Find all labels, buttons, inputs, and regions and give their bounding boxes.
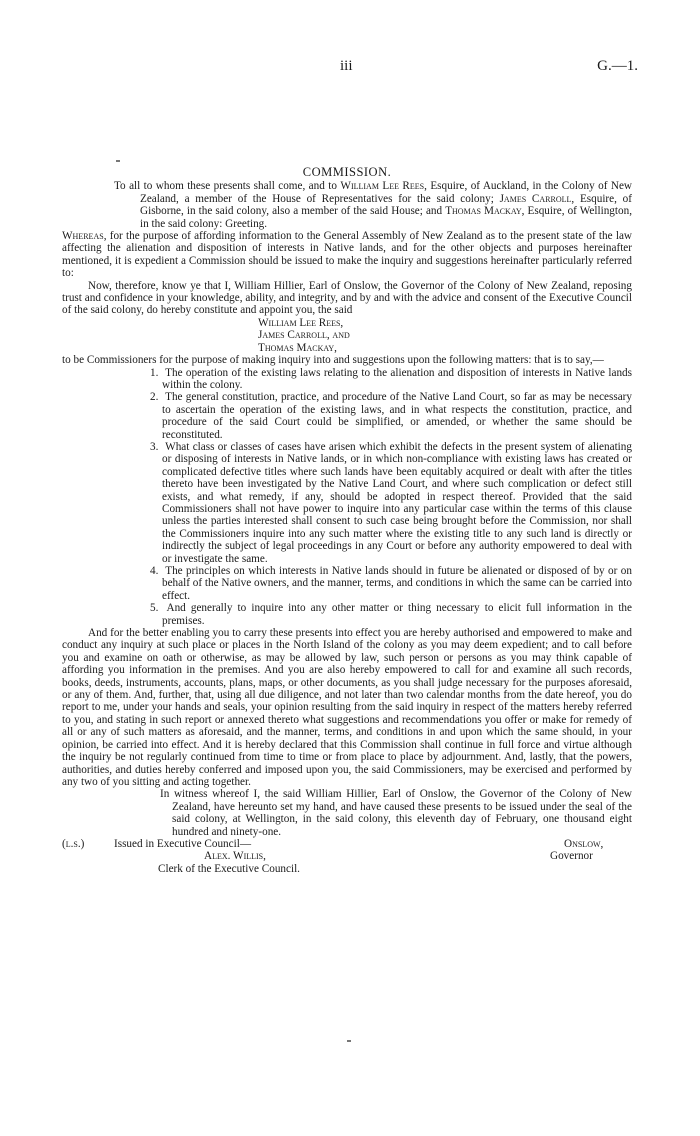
page-header [0, 58, 700, 78]
witness-paragraph: In witness whereof I, the said William Hillier, Earl of Onslow, the Governor of the Colony of New Zealand, have hereunto set my hand, and have caused these presents to be issued under the seal of the said colony, at Wellington, in the said colony, this eleventh day of February, one thousand eight hundred and ninety-one. [160, 788, 632, 838]
commissioner-name: Thomas Mackay [445, 205, 522, 218]
whereas-paragraph: Whereas, for the purpose of affording information to the General Assembly of New Zealand as to the present state of the law affecting the alienation and disposition of interests in Native lands, and for the other objects and purposes hereinafter mentioned, it is expedient a Commission should be issued to make the inquiry and suggestions hereinafter particularly referred to: [62, 230, 632, 280]
address-paragraph: To all to whom these presents shall come, and to William Lee Rees, Esquire, of Auckland, in the Colony of New Zealand, a member of the House of Representatives for the said colony; James Carroll, Esquire, of Gisborne, in the said colony, also a member of the said House; and Thomas Mackay, Esquire, of Wellington, in the said colony: Greeting. [114, 180, 632, 230]
commissioner-name: William Lee Rees, [258, 316, 344, 329]
commissioner-name: James Carroll [499, 192, 572, 205]
list-item: 4. The principles on which interests in Native lands should in future be alienated or disposed of by or on behalf of the Native owners, and the manner, terms, and conditions in which the same can be carried into effect. [150, 565, 632, 602]
to-be-paragraph: to be Commissioners for the purpose of making inquiry into and suggestions upon the following matters: that is to say,— [62, 354, 604, 367]
clerk-signature: Alex. Willis, [204, 850, 266, 863]
commissioner-name: James Carroll, and [258, 329, 350, 342]
now-therefore-paragraph: Now, therefore, know ye that I, William Hillier, Earl of Onslow, the Governor of the Colony of New Zealand, reposing trust and confidence in your knowledge, ability, and integrity, and by and with the advice and consent of the Executive Council of the said colony, do hereby constitute and appoint you, the said [62, 279, 632, 317]
list-item: 1. The operation of the existing laws relating to the alienation and disposition of interests in Native lands within the colony. [150, 366, 632, 391]
commissioner-name: Thomas Mackay, [258, 341, 337, 354]
seal-mark: (l.s.) [62, 838, 85, 851]
commission-body [62, 166, 632, 875]
signature-row [62, 838, 632, 850]
and-for-paragraph: And for the better enabling you to carry these presents into effect you are hereby authorised and empowered to make and conduct any inquiry at such place or places in the North Island of the colony as you may deem expedient; and to call before you and examine on oath or otherwise, as may be allowed by law, such person or persons as you may think capable of affording you information in the premises. And you are also hereby empowered to call for and examine all such records, books, deeds, instruments, accounts, plans, maps, or other documents, as you shall judge necessary for the purposes aforesaid, or any of them. And, further, that, using all due diligence, and not later than two calendar months from the date hereof, you do report to me, under your hands and seals, your opinion resulting from the said inquiry in respect of the matters hereby referred to you, and stating in such report or annexed thereto what suggestions and recommendations you offer or make for remedy of all or any of such matters as aforesaid, and the manner, terms, and conditions in and upon which the same should, in your opinion, be carried into effect. And it is hereby declared that this Commission shall continue in full force and virtue although the inquiry be not regularly continued from time to time or from place to place by adjournment. And, lastly, that the powers, authorities, and duties hereby conferred and imposed upon you, the said Commissioners, may be exercised and performed by any two of you sitting and acting together. [62, 627, 632, 788]
commissioner-name: William Lee Rees [340, 180, 425, 193]
list-item: 3. What class or classes of cases have arisen which exhibit the defects in the present system of alienating or disposing of interests in Native lands, or in which non-compliance with existing laws has created or complicated defective titles where such lands have been equitably acquired or dealt with after the titles thereto have been investigated by the Native Land Court, and where such complication or defect still exists, and what remedy, if any, should be adopted in respect thereof. Provided that the said Commissioners shall not have power to inquire into any particular case within the terms of this clause unless the parties interested shall consent to such case being brought before the Commission, nor shall the Commissioners inquire into any such matter where the existing title to any such land is directly or indirectly the subject of legal proceedings in any Court or before any authority empowered to deal with or investigate the same. [150, 440, 632, 565]
governor-signature: Onslow, [564, 837, 604, 850]
page-number: iii [340, 58, 353, 74]
scan-speck [347, 1040, 351, 1042]
document-reference: G.—1. [597, 58, 638, 74]
list-item: 5. And generally to inquire into any other matter or thing necessary to elicit full information in the premises. [150, 602, 632, 627]
commissioner-names-list [258, 317, 632, 354]
issued-in-council: Issued in Executive Council— [114, 837, 252, 850]
list-item: 2. The general constitution, practice, and procedure of the Native Land Court, so far as may be necessary to ascertain the operation of the existing laws, and in what respects the constitution, practice, and procedure of the said Court could be simplified, or amended, or whether the same should be reconstituted. [150, 391, 632, 441]
governor-title: Governor [550, 850, 593, 863]
signature-row [62, 863, 632, 875]
scan-speck [116, 160, 120, 162]
clerk-title: Clerk of the Executive Council. [158, 862, 300, 875]
signature-row [62, 850, 632, 862]
document-title: COMMISSION. [302, 165, 392, 179]
